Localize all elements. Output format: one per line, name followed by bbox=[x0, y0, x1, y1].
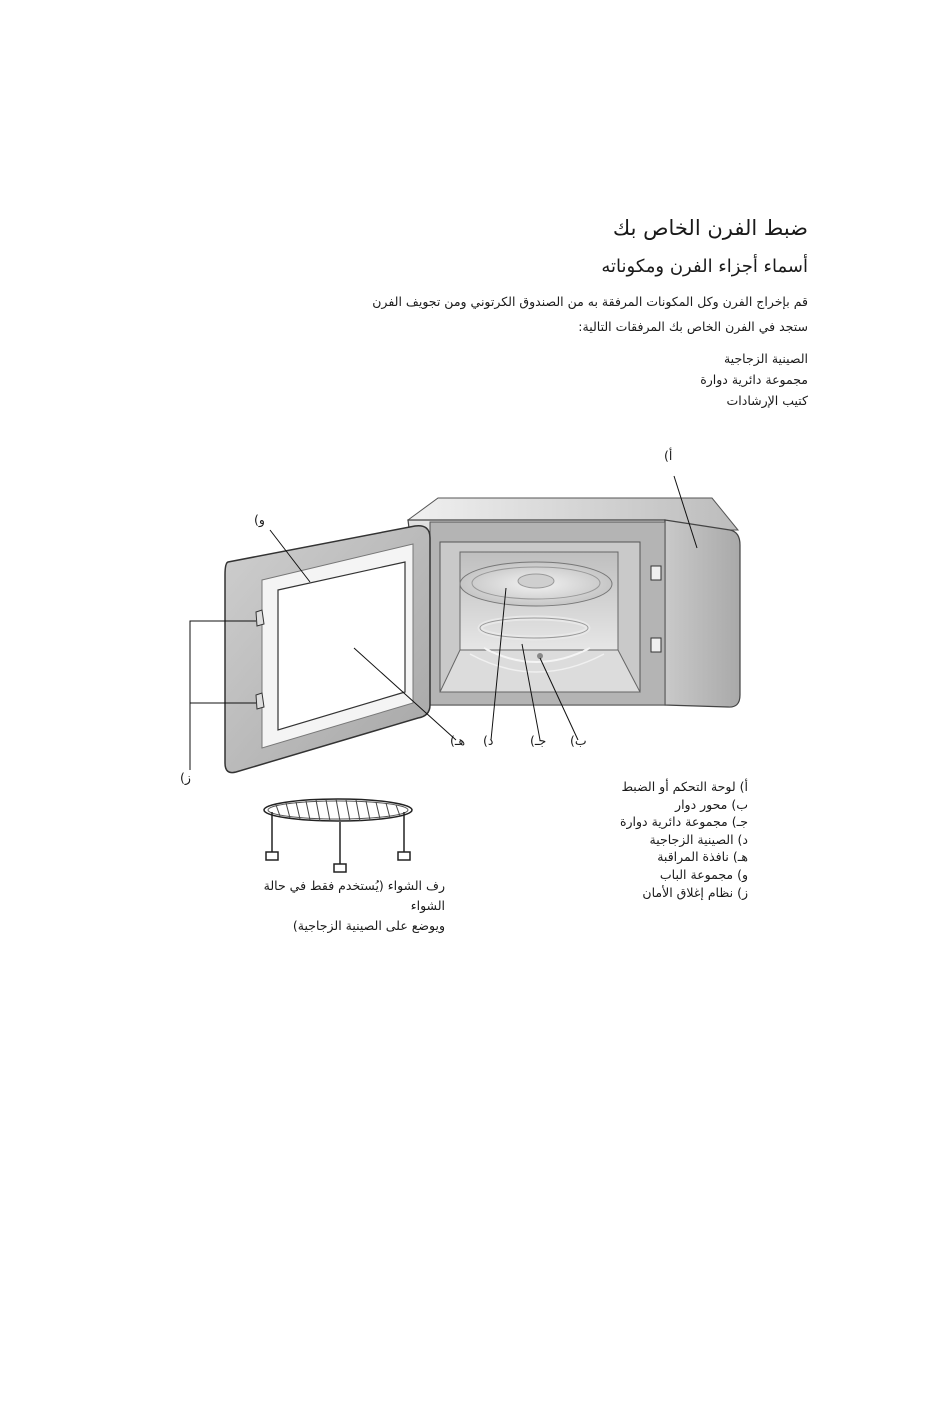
page-title: ضبط الفرن الخاص بك bbox=[612, 216, 808, 240]
latch-slot-upper bbox=[651, 566, 661, 580]
callout-c: جـ) bbox=[530, 733, 547, 748]
grill-rack bbox=[264, 799, 412, 872]
glass-tray-center bbox=[518, 574, 554, 588]
rack-grid bbox=[276, 799, 400, 821]
accessory-item: مجموعة دائرية دوارة bbox=[700, 372, 808, 387]
parts-list-item: ز) نظام إغلاق الأمان bbox=[642, 884, 748, 900]
parts-list-item: د) الصينية الزجاجية bbox=[649, 831, 748, 847]
parts-list-item: ب) محور دوار bbox=[675, 796, 748, 812]
intro-line-2: ستجد في الفرن الخاص بك المرفقات التالية: bbox=[578, 319, 808, 334]
door-hook-upper bbox=[256, 610, 264, 626]
accessory-item: الصينية الزجاجية bbox=[723, 351, 808, 366]
section-subtitle: أسماء أجزاء الفرن ومكوناته bbox=[601, 256, 808, 277]
callout-a: أ) bbox=[664, 448, 673, 463]
intro-line-1: قم بإخراج الفرن وكل المكونات المرفقة به من الصندوق الكرتوني ومن تجويف الفرن bbox=[372, 294, 808, 309]
callout-d: د) bbox=[483, 733, 494, 748]
grill-rack-caption bbox=[230, 876, 445, 936]
parts-list-item: و) مجموعة الباب bbox=[659, 866, 748, 882]
callout-b: ب) bbox=[570, 733, 587, 748]
callout-g: ز) bbox=[180, 770, 191, 785]
grill-rack-caption-line-2: ويوضع على الصينية الزجاجية) bbox=[292, 918, 445, 933]
callout-e: هـ) bbox=[450, 733, 466, 748]
parts-list bbox=[620, 778, 748, 901]
parts-list-item: جـ) مجموعة دائرية دوارة bbox=[619, 814, 748, 830]
callout-f: و) bbox=[254, 512, 265, 527]
parts-list-item: أ) لوحة التحكم أو الضبط bbox=[621, 779, 748, 794]
latch-slot-lower bbox=[651, 638, 661, 652]
door-hook-lower bbox=[256, 693, 264, 709]
control-panel bbox=[665, 520, 740, 707]
grill-rack-caption-line-1: رف الشواء (يُستخدم فقط في حالة الشواء bbox=[263, 878, 445, 913]
accessory-item: كتيب الإرشادات bbox=[726, 393, 808, 408]
parts-list-item: هـ) نافذة المراقبة bbox=[657, 849, 748, 865]
